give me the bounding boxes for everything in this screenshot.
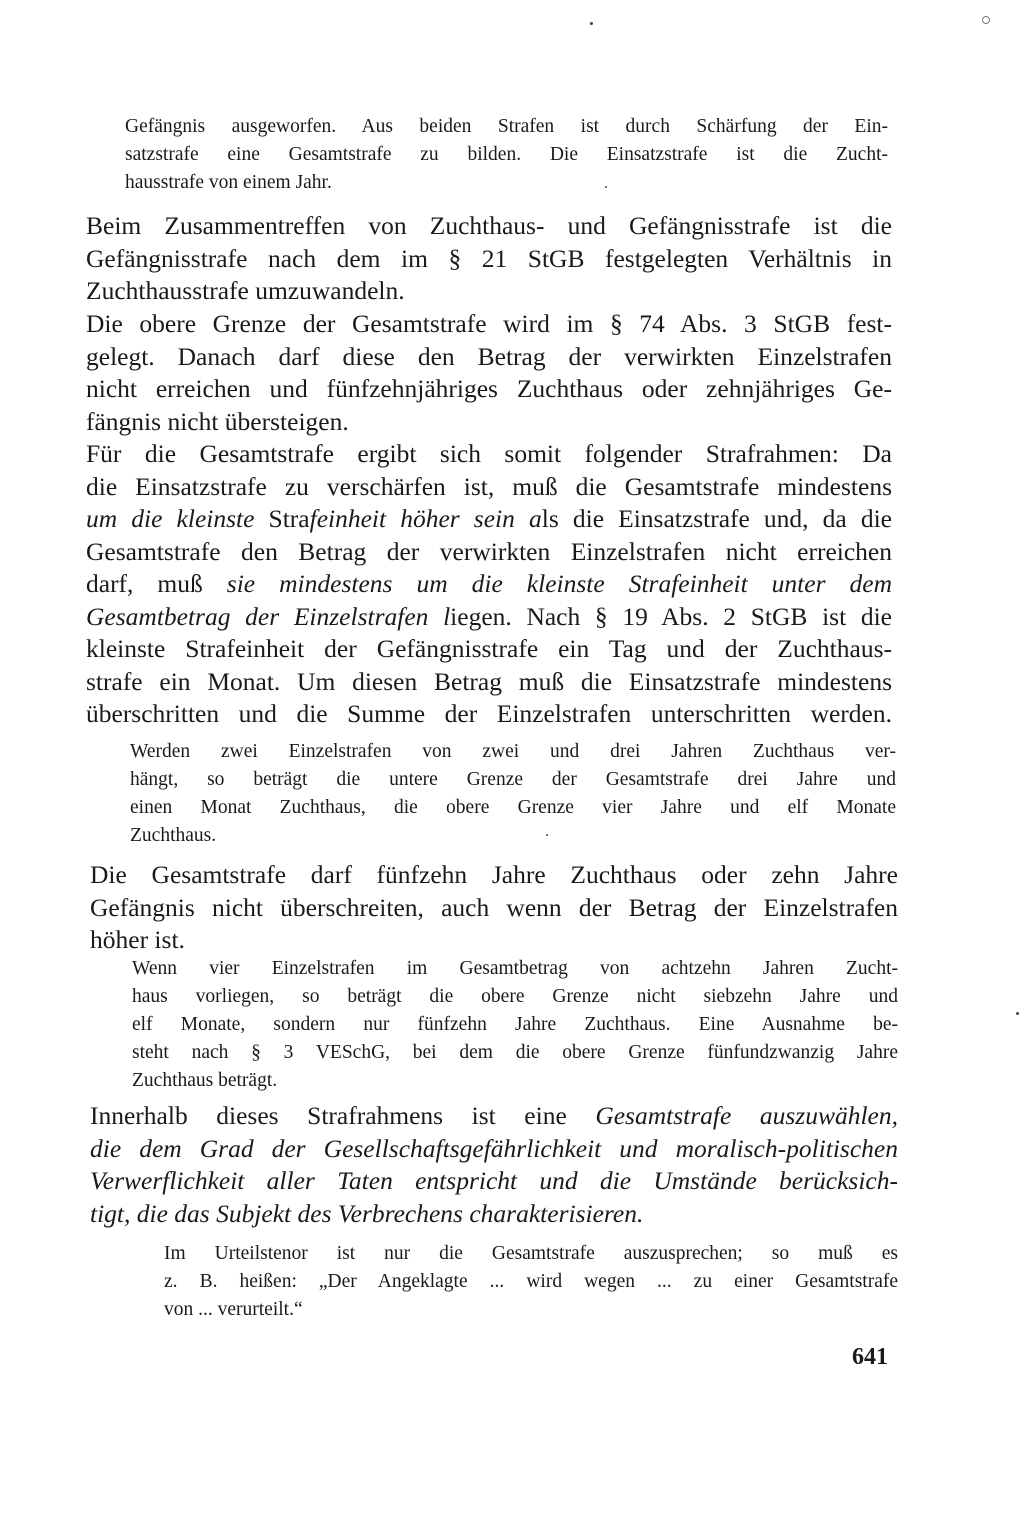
text-line: höher ist. bbox=[90, 925, 185, 954]
text-line: Zuchthaus beträgt. bbox=[132, 1070, 278, 1091]
text-line: Die obere Grenze der Gesamtstrafe wird im § 74 Abs. 3 StGB fest- bbox=[86, 309, 892, 338]
text-line: Beim Zusammentreffen von Zuchthaus- und Gefängnisstrafe ist die bbox=[86, 211, 892, 240]
text-line-emphasis: die dem Grad der Gesellschaftsgefährlichkeit und moralisch-politischen bbox=[90, 1133, 898, 1163]
scan-speck bbox=[982, 16, 990, 24]
text-line-emphasis: Gesamtbetrag der Einzelstrafen liegen. Nach § 19 Abs. 2 StGB ist die bbox=[86, 601, 892, 631]
text-line: Gesamtstrafe den Betrag der verwirkten Einzelstrafen nicht erreichen bbox=[86, 536, 892, 566]
text-line: Gefängnisstrafe nach dem im § 21 StGB festgelegten Verhältnis in bbox=[86, 243, 892, 273]
text-line-emphasis: um die kleinste Strafeinheit höher sein als die Einsatzstrafe und, da die bbox=[86, 504, 892, 533]
scan-speck bbox=[590, 22, 593, 25]
text-line: einen Monat Zuchthaus, die obere Grenze vier Jahre und elf Monate bbox=[130, 797, 896, 818]
text-line: die Einsatzstrafe zu verschärfen ist, muß die Gesamtstrafe mindestens bbox=[86, 471, 892, 501]
text-line: nicht erreichen und fünfzehnjähriges Zuchthaus oder zehnjähriges Ge- bbox=[86, 374, 892, 403]
text-line: hausstrafe von einem Jahr. bbox=[125, 172, 332, 193]
text-line-emphasis: Innerhalb dieses Strafrahmens ist eine Gesamtstrafe auszuwählen, bbox=[90, 1101, 898, 1130]
text-line-emphasis: darf, muß sie mindestens um die kleinste Strafeinheit unter dem bbox=[86, 569, 893, 598]
text-line: Die Gesamtstrafe darf fünfzehn Jahre Zuchthaus oder zehn Jahre bbox=[90, 860, 898, 889]
scan-speck bbox=[546, 834, 548, 836]
small-paragraph bbox=[125, 113, 888, 197]
text-line: Im Urteilstenor ist nur die Gesamtstrafe auszusprechen; so muß es bbox=[164, 1243, 898, 1264]
text-line: gelegt. Danach darf diese den Betrag der verwirkten Einzelstrafen bbox=[86, 341, 892, 371]
text-line: steht nach § 3 VESchG, bei dem die obere Grenze fünfundzwanzig Jahre bbox=[132, 1042, 898, 1063]
text-line: überschritten und die Summe der Einzelstrafen unterschritten werden. bbox=[86, 699, 892, 728]
paragraph bbox=[86, 438, 892, 731]
text-line: Wenn vier Einzelstrafen im Gesamtbetrag von achtzehn Jahren Zucht- bbox=[132, 958, 898, 979]
text-line: fängnis nicht übersteigen. bbox=[86, 406, 349, 436]
small-paragraph bbox=[130, 738, 896, 850]
small-paragraph bbox=[164, 1240, 898, 1324]
text-line: strafe ein Monat. Um diesen Betrag muß die Einsatzstrafe mindestens bbox=[86, 666, 892, 696]
text-line: Für die Gesamtstrafe ergibt sich somit folgender Strafrahmen: Da bbox=[86, 439, 892, 468]
page-number: 641 bbox=[852, 1344, 888, 1370]
text-line: elf Monate, sondern nur fünfzehn Jahre Zuchthaus. Eine Ausnahme be- bbox=[132, 1014, 898, 1035]
paragraph bbox=[90, 859, 898, 957]
small-paragraph bbox=[132, 955, 898, 1095]
text-line: kleinste Strafeinheit der Gefängnisstrafe ein Tag und der Zuchthaus- bbox=[86, 634, 892, 663]
scan-speck bbox=[605, 186, 607, 188]
text-line: haus vorliegen, so beträgt die obere Grenze nicht siebzehn Jahre und bbox=[132, 986, 898, 1007]
text-line-emphasis: Verwerflichkeit aller Taten entspricht und die Umstände berücksich- bbox=[90, 1166, 898, 1195]
paragraph bbox=[86, 210, 892, 308]
text-line: Zuchthaus. bbox=[130, 825, 217, 846]
text-line: Werden zwei Einzelstrafen von zwei und drei Jahren Zuchthaus ver- bbox=[130, 741, 896, 762]
text-line: Gefängnis nicht überschreiten, auch wenn der Betrag der Einzelstrafen bbox=[90, 892, 898, 922]
text-line: hängt, so beträgt die untere Grenze der Gesamtstrafe drei Jahre und bbox=[130, 769, 896, 790]
scan-speck bbox=[1016, 1012, 1019, 1015]
paragraph bbox=[86, 308, 892, 438]
text-line: z. B. heißen: „Der Angeklagte ... wird wegen ... zu einer Gesamtstrafe bbox=[164, 1271, 898, 1292]
text-line-emphasis: tigt, die das Subjekt des Verbrechens charakterisieren. bbox=[90, 1198, 644, 1228]
text-line: Gefängnis ausgeworfen. Aus beiden Strafen ist durch Schärfung der Ein- bbox=[125, 116, 888, 137]
text-line: Zuchthausstrafe umzuwandeln. bbox=[86, 276, 405, 305]
text-line: satzstrafe eine Gesamtstrafe zu bilden. Die Einsatzstrafe ist die Zucht- bbox=[125, 144, 888, 165]
text-line: von ... verurteilt.“ bbox=[164, 1299, 303, 1320]
paragraph bbox=[90, 1100, 898, 1230]
